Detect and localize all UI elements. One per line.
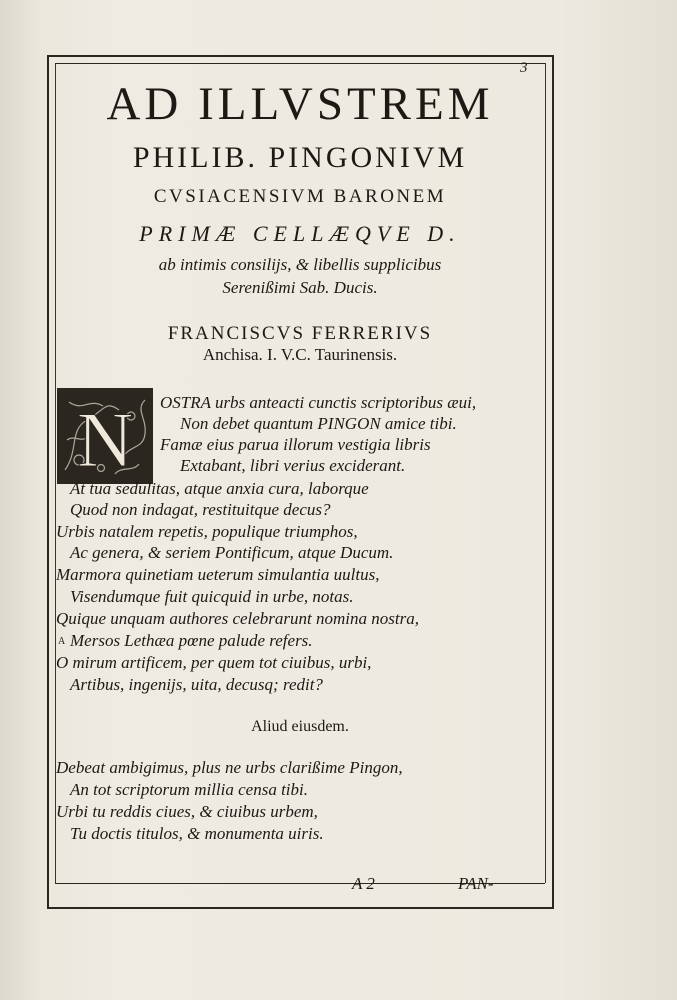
decorated-initial-n (57, 388, 153, 484)
author-name: FRANCISCVS FERRERIVS (167, 323, 433, 344)
title-line-5: ab intimis consilijs, & libellis supplicibus (158, 255, 442, 274)
title-line-4: PRIMÆ CELLÆQVE D. (139, 221, 461, 246)
title-line-2: PHILIB. PINGONIVM (132, 141, 468, 174)
poem-line: Urbi tu reddis ciues, & ciuibus urbem, (56, 802, 318, 821)
poem-line: An tot scriptorum millia censa tibi. (70, 780, 308, 799)
poem-line: Quique unquam authores celebrarunt nomina nostra, (56, 609, 419, 628)
poem-line: Non debet quantum PINGON amice tibi. (180, 414, 457, 433)
poem-line: Quod non indagat, restituitque decus? (70, 500, 331, 519)
margin-mark: A (58, 636, 66, 647)
poem-line: O mirum artificem, per quem tot ciuibus, urbi, (56, 653, 372, 672)
poem-line: Marmora quinetiam ueterum simulantia uultus, (56, 565, 380, 584)
poem-line: Famæ eius parua illorum vestigia libris (160, 435, 431, 454)
title-line-3: CVSIACENSIVM BARONEM (153, 186, 447, 207)
top-rule (55, 63, 545, 64)
poem-line: At tua sedulitas, atque anxia cura, laborque (70, 479, 369, 498)
poem-line: Visendumque fuit quicquid in urbe, notas. (70, 587, 354, 606)
poem-line: Artibus, ingenijs, uita, decusq; redit? (70, 675, 323, 694)
poem-line: Urbis natalem repetis, populique triumphos, (56, 522, 358, 541)
poem-line: Ac genera, & seriem Pontificum, atque Ducum. (70, 543, 394, 562)
poem-line: Tu doctis titulos, & monumenta uiris. (70, 824, 324, 843)
poem-line: OSTRA urbs anteacti cunctis scriptoribus æui, (160, 393, 477, 412)
title-line-1: AD ILLVSTREM (106, 78, 494, 130)
page-number: 3 (520, 60, 528, 76)
signature-mark: A 2 (352, 874, 375, 893)
catchword: PAN- (458, 874, 494, 893)
author-affiliation: Anchisa. I. V.C. Taurinensis. (202, 345, 398, 364)
drop-cap-letter: N (76, 396, 134, 482)
poem-line: Debeat ambigimus, plus ne urbs clarißime Pingon, (56, 758, 403, 777)
subheading: Aliud eiusdem. (251, 718, 349, 735)
title-line-6: Serenißimi Sab. Ducis. (222, 278, 378, 297)
poem-line: Extabant, libri verius exciderant. (180, 456, 406, 475)
poem-line: Mersos Lethæa pœne palude refers. (70, 631, 313, 650)
